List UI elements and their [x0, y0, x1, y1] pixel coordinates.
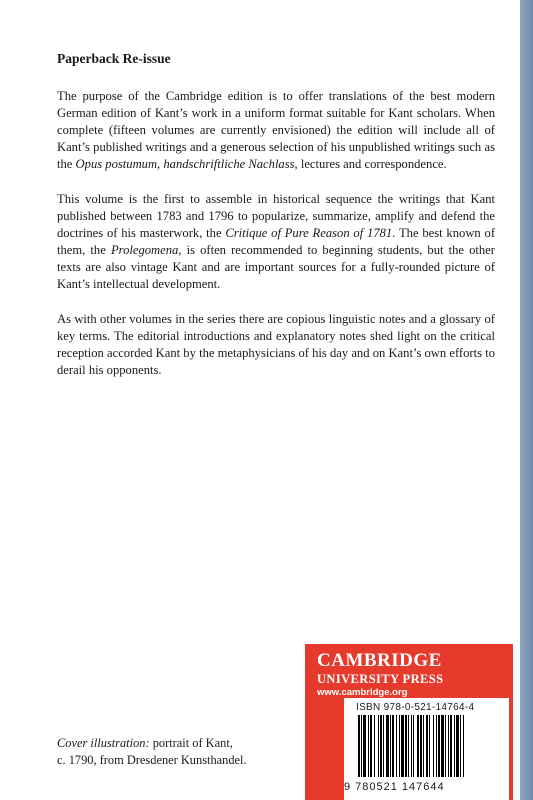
barcode-bar: [445, 715, 446, 777]
barcode-bar: [408, 715, 409, 777]
credit-line-2: c. 1790, from Dresdener Kunsthandel.: [57, 753, 247, 767]
paragraph-notes: As with other volumes in the series there are copious linguistic notes and a glossary of key terms. The editorial introductions and explanatory notes shed light on the critical reception accorded Kant by the metaphysicians of his day and on Kant’s own efforts to derail his opponents.: [57, 312, 495, 377]
para2-text-e: , is often recommended to beginning students, but the other texts are also vintage Kant and are important sources for a fully-rounded picture of Kant’s intellectual development.: [57, 243, 495, 291]
barcode-bar: [420, 715, 422, 777]
barcode-bar: [433, 715, 434, 777]
barcode-bar: [438, 715, 440, 777]
credit-line1-rest: portrait of Kant,: [149, 736, 233, 750]
para2-text-a: This volume is the first to assemble in historical sequence the writings that Kant published between 1783 and 1796 to popularize, summarize, amplify and defend the doctrines of his masterwork, the: [57, 192, 495, 240]
barcode-bar: [390, 715, 391, 777]
isbn-text: ISBN 978-0-521-14764-4: [356, 702, 475, 713]
barcode-bar: [363, 715, 366, 777]
publisher-name: CAMBRIDGE: [317, 650, 442, 671]
barcode-bar: [374, 715, 375, 777]
publisher-url: www.cambridge.org: [317, 687, 408, 698]
paragraph-purpose: [57, 88, 495, 173]
publisher-logo: [317, 650, 443, 699]
barcode-bar: [358, 715, 360, 777]
barcode-bar: [441, 715, 444, 777]
back-cover-text: [57, 50, 495, 397]
paragraph-volume: [57, 191, 495, 293]
barcode-bar: [417, 715, 419, 777]
barcode-bar: [361, 715, 362, 777]
para2-italic-prolegomena: Prolegomena: [110, 243, 179, 257]
para1-text-a: The purpose of the Cambridge edition is to offer translations of the best modern German edition of Kant’s work in a uniform format suitable for Kant scholars. When complete (fifteen volumes are currently envisioned) the edition will include all of Kant’s published writings and a generous selection of his unpublished writings such as the: [57, 89, 495, 171]
cover-illustration-credit: [57, 735, 247, 769]
barcode-bar: [429, 715, 430, 777]
barcode-bar: [380, 715, 382, 777]
para1-italic-title: Opus postumum, handschriftliche Nachlass: [75, 157, 295, 171]
barcode-bar: [448, 715, 449, 777]
cover-edge-band: [520, 0, 533, 800]
barcode-bar: [392, 715, 394, 777]
barcode-bar: [396, 715, 397, 777]
barcode-bar: [368, 715, 369, 777]
barcode-bar: [411, 715, 412, 777]
barcode-bar: [454, 715, 455, 777]
barcode-bar: [426, 715, 428, 777]
section-heading: Paperback Re-issue: [57, 51, 171, 66]
isbn-barcode-panel: [344, 698, 509, 800]
barcode-digits: 9 780521 147644: [344, 781, 445, 793]
barcode-bar: [456, 715, 459, 777]
credit-label: Cover illustration:: [57, 736, 150, 750]
barcode-bar: [378, 715, 379, 777]
barcode-bar: [405, 715, 407, 777]
barcode-bar: [399, 715, 400, 777]
barcode-bar: [401, 715, 404, 777]
barcode-bar: [423, 715, 424, 777]
barcode-bar: [383, 715, 384, 777]
barcode-bar: [463, 715, 464, 777]
barcode-bar: [413, 715, 414, 777]
barcode-bar: [450, 715, 452, 777]
para2-text-c: . The best known of them, the: [57, 226, 496, 257]
barcode-icon: [352, 715, 502, 781]
barcode-bar: [436, 715, 437, 777]
credit-line-1: [57, 735, 247, 752]
barcode-bar: [386, 715, 389, 777]
barcode-bar: [370, 715, 372, 777]
para1-text-c: , lectures and correspondence.: [294, 157, 447, 171]
publisher-press: UNIVERSITY PRESS: [317, 672, 444, 686]
barcode-bar: [460, 715, 461, 777]
para2-italic-critique: Critique of Pure Reason of 1781: [225, 226, 393, 240]
